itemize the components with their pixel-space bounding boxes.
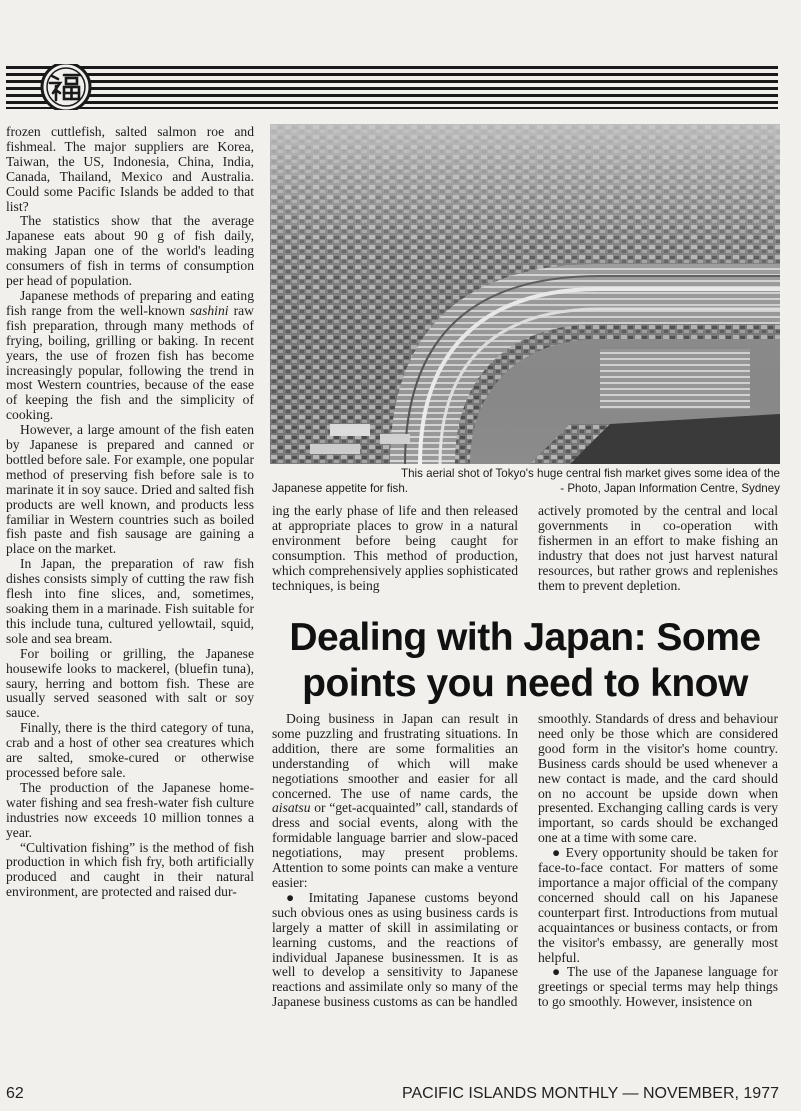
fuku-kanji-seal-icon [42, 64, 90, 110]
caption-line: This aerial shot of Tokyo's huge central fish market gives some idea of the [401, 467, 780, 480]
article-column-2 [538, 712, 778, 1010]
photo-credit: - Photo, Japan Information Centre, Sydney [560, 481, 780, 495]
paragraph: actively promoted by the central and local governments in co-operation with fishermen in an effort to make fishing an industry that does not just harvest natural resources, but rather grows and replenishes them to prevent depletion. [538, 503, 778, 593]
paragraph: However, a large amount of the fish eaten by Japanese is prepared and canned or bottled before sale. For example, one popular method of preserving fish before sale is to marinate it in soy sauce. Dried and salted fish products are well known, and products less familiar in Western countries such as boiled fish paste and fish sausage are gaining a place on the market. [6, 422, 255, 557]
caption-line: Japanese appetite for fish. [272, 481, 408, 495]
paragraph: Finally, there is the third category of tuna, crab and a host of other sea creatures which are salted, smoke-cured or otherwise processed before sale. [6, 720, 254, 780]
paragraph: smoothly. Standards of dress and behaviour need only be those which are considered good form in the visitor's home country. Business cards should be used whenever a new contact is made, and the card should on no account be upside down when presented. Exchanging calling cards is very important, so cards should be exchanged one at a time with some care. [538, 711, 778, 846]
paragraph: ● The use of the Japanese language for greetings or special terms may help things to go smoothly. However, insistence on [538, 964, 778, 1010]
page-number: 62 [6, 1085, 24, 1102]
paragraph: Doing business in Japan can result in some puzzling and frustrating situations. In addition, there are some formalities an understanding of which will make negotiations smoother and easier for all concerned. The use of name cards, the aisatsu or “get-acquainted” call, standards of dress and social events, along with the formidable language barrier and slow-paced negotiations, may present problems. Attention to some points can make a venture easier: [272, 711, 518, 890]
paragraph: ● Every opportunity should be taken for face-to-face contact. For matters of some importance a major official of the company concerned should call on his Japanese counterpart first. Introductions from mutual acquaintances or business contacts, or from the visitor's embassy, are generally most helpful. [538, 845, 778, 965]
paragraph: Japanese methods of preparing and eating fish range from the well-known sashini raw fish preparation, through many methods of frying, boiling, grilling or baking. In recent years, the use of frozen fish has become increasingly popular, following the trend in most Western countries, because of the ease of keeping the fish and the simplicity of cooking. [6, 287, 254, 423]
photo-caption [272, 467, 780, 496]
headline-line: Dealing with Japan: Some [289, 616, 761, 659]
article-headline [262, 615, 788, 707]
aerial-photo [270, 124, 780, 464]
paragraph: frozen cuttlefish, salted salmon roe and fishmeal. The major suppliers are Korea, Taiwan, the US, Indonesia, China, India, Canada, Thailand, Mexico and Australia. Could some Pacific Islands be added to that list? [6, 124, 254, 214]
paragraph: ing the early phase of life and then released at appropriate places to grow in a natural environment before being caught for consumption. This method of production, which comprehensively applies sophisticated techniques, is being [272, 503, 518, 593]
headline-line: points you need to know [302, 662, 748, 705]
paragraph: The production of the Japanese home-water fishing and sea fresh-water fish culture industries now exceeds 10 million tonnes a year. [6, 779, 254, 840]
article-column-1 [272, 712, 518, 1010]
header-banner [6, 64, 778, 110]
paragraph: In Japan, the preparation of raw fish dishes consists simply of cutting the raw fish flesh into fine slices, and, sometimes, soaking them in a marinade. Fish suitable for this include tuna, cultured yellowtail, squid, sole and sea bream. [6, 556, 254, 646]
paragraph: ● Imitating Japanese customs beyond such obvious ones as using business cards is largely a matter of skill in assimilating or learning customs, and the reactions of individual Japanese businessmen. It is as well to develop a sensitivity to Japanese reactions and assimilate only so many of the Japanese business customs as can be handled [272, 889, 518, 1010]
publication-footer: PACIFIC ISLANDS MONTHLY — NOVEMBER, 1977 [402, 1085, 779, 1102]
paragraph: The statistics show that the average Japanese eats about 90 g of fish daily, making Japan one of the world's leading consumers of fish in terms of consumption per head of population. [6, 213, 254, 289]
left-column-text [6, 125, 254, 900]
paragraph: For boiling or grilling, the Japanese housewife looks to mackerel, (bluefin tuna), saury, herring and bottom fish. These are usually served seasoned with salt or soy sauce. [6, 645, 254, 721]
middle-column-1 [272, 504, 518, 593]
aerial-photo-tokyo-fish-market [270, 124, 780, 464]
middle-column-2 [538, 504, 778, 593]
paragraph: “Cultivation fishing” is the method of fish production in which fish fry, both artificially produced and caught in their natural environment, are protected and raised dur- [6, 839, 254, 900]
